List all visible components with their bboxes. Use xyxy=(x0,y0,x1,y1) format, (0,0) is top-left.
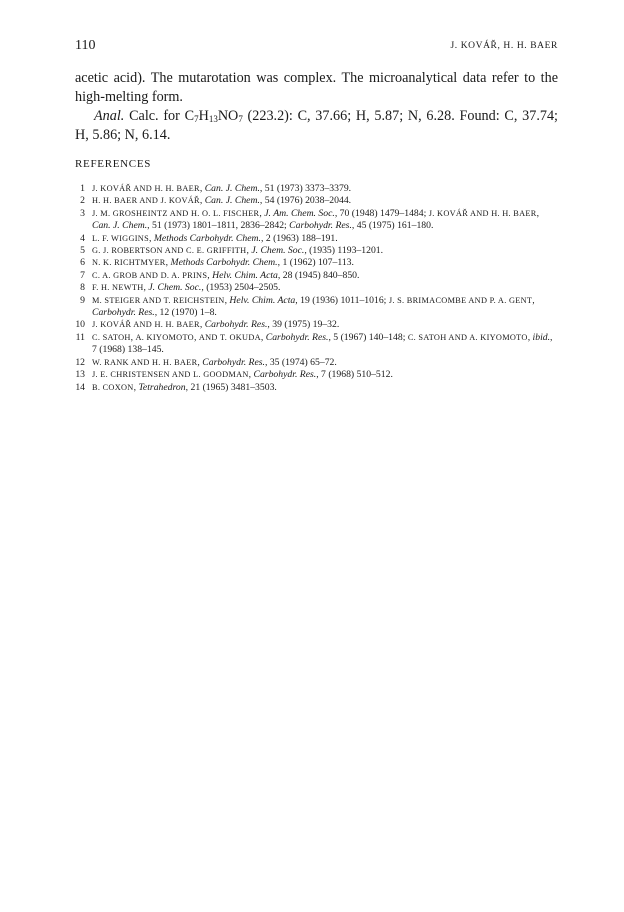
reference-author: M. STEIGER xyxy=(92,295,141,305)
reference-author: W. RANK xyxy=(92,357,129,367)
reference-text: , xyxy=(193,331,199,343)
reference-text: , 35 (1974) 65–72. xyxy=(264,356,337,368)
reference-journal: Can. J. Chem. xyxy=(204,195,260,207)
body-text xyxy=(75,69,558,145)
reference-journal: J. Am. Chem. Soc. xyxy=(264,207,335,219)
reference-author: A. KIYOMOTO xyxy=(469,332,528,342)
reference-item xyxy=(75,183,558,195)
reference-number: 10 xyxy=(75,319,85,331)
reference-journal: Methods Carbohydr. Chem. xyxy=(153,232,261,244)
reference-author: H. H. BAER xyxy=(154,184,200,193)
paragraph-mutarotation: acetic acid). The mutarotation was complex. The microanalytical data refer to the high-melting form. xyxy=(75,70,558,105)
reference-author: AND xyxy=(162,246,187,256)
hydrogen-symbol: H xyxy=(198,108,209,124)
reference-author: N. K. RICHTMYER xyxy=(92,258,166,268)
reference-item xyxy=(75,245,558,257)
reference-text: , 7 (1968) 138–145. xyxy=(92,331,553,356)
reference-text: , 12 (1970) 1–8. xyxy=(154,307,217,319)
reference-text: , xyxy=(248,369,254,381)
reference-text: , 1 (1962) 107–113. xyxy=(277,257,354,269)
reference-author: C. A. GROB xyxy=(92,270,138,280)
reference-number: 3 xyxy=(80,207,85,219)
reference-author: D. A. PRINS xyxy=(160,270,208,280)
analysis-values: (223.2): C, 37.66; H, 5.87; N, 6.28. Found: C, 37.74; H, 5.86; N, 6.14. xyxy=(75,108,558,143)
carbon-subscript: 7 xyxy=(194,114,199,124)
reference-author: J. E. CHRISTENSEN xyxy=(92,370,170,380)
reference-number: 7 xyxy=(80,269,85,281)
reference-text: , 19 (1936) 1011–1016; xyxy=(295,294,389,306)
reference-text: , xyxy=(133,381,139,393)
reference-text: , xyxy=(130,331,136,343)
reference-number: 6 xyxy=(80,257,85,269)
journal-page xyxy=(75,38,558,394)
reference-journal: Carbohydr. Res. xyxy=(202,356,265,368)
reference-author: A. KIYOMOTO xyxy=(135,332,194,342)
reference-author: H. O. L. FISCHER xyxy=(190,208,260,218)
reference-journal: Carbohydr. Res. xyxy=(253,369,317,381)
hydrogen-subscript: 13 xyxy=(208,114,218,124)
reference-author: C. E. GRIFFITH xyxy=(186,246,247,256)
reference-author: F. H. NEWTH xyxy=(92,283,144,293)
reference-author: T. OKUDA xyxy=(219,332,261,342)
reference-journal: ibid. xyxy=(532,331,551,343)
reference-author: H. H. BAER xyxy=(92,196,138,206)
reference-item xyxy=(75,295,558,320)
reference-number: 1 xyxy=(80,183,85,194)
reference-text: , xyxy=(259,207,265,219)
reference-author: P. A. GENT xyxy=(489,295,533,305)
reference-journal: J. Chem. Soc. xyxy=(148,282,202,294)
reference-author: AND xyxy=(167,208,191,218)
reference-journal: Carbohydr. Res. xyxy=(265,331,329,343)
reference-item xyxy=(75,233,558,245)
reference-text: , xyxy=(207,269,213,281)
reference-author: AND xyxy=(140,295,164,305)
reference-text: , xyxy=(149,232,154,244)
reference-author: AND xyxy=(128,357,152,367)
reference-author: J. KOVÁŘ xyxy=(92,184,132,193)
reference-text: , xyxy=(527,331,533,343)
reference-journal: Helv. Chim. Acta xyxy=(229,294,296,306)
reference-number: 4 xyxy=(80,232,85,244)
reference-author: AND xyxy=(131,320,155,330)
reference-number: 5 xyxy=(80,245,85,257)
nitrogen-oxygen-symbol: NO xyxy=(217,108,239,124)
reference-journal: Carbohydr. Res. xyxy=(204,319,268,331)
reference-text: , 45 (1975) 161–180. xyxy=(351,220,434,232)
reference-text: , xyxy=(532,294,535,306)
reference-author: C. SATOH xyxy=(407,332,447,342)
reference-author: C. SATOH xyxy=(92,332,131,342)
reference-list xyxy=(75,183,558,394)
reference-item xyxy=(75,208,558,233)
reference-author: AND xyxy=(446,332,470,342)
reference-author: B. COXON xyxy=(92,382,134,392)
reference-number: 13 xyxy=(75,369,85,381)
reference-journal: Can. J. Chem. xyxy=(204,183,260,194)
reference-author: AND xyxy=(131,184,155,193)
reference-text: , xyxy=(165,257,171,269)
reference-text: , xyxy=(199,319,205,331)
reference-author: H. H. BAER xyxy=(154,320,200,330)
reference-text: , 5 (1967) 140–148; xyxy=(328,331,408,343)
reference-author: J. KOVÁŘ xyxy=(160,196,200,206)
reference-number: 14 xyxy=(75,381,85,393)
reference-text: , xyxy=(260,331,266,343)
reference-number: 2 xyxy=(80,195,85,207)
paragraph-analysis xyxy=(75,107,558,145)
reference-text: , 51 (1973) 1801–1811, 2836–2842; xyxy=(147,220,290,232)
reference-item xyxy=(75,270,558,282)
reference-item xyxy=(75,369,558,381)
reference-text: , (1935) 1193–1201. xyxy=(304,245,384,257)
reference-author: L. F. WIGGINS xyxy=(92,233,150,243)
reference-item xyxy=(75,257,558,269)
running-head: J. KOVÁŘ, H. H. BAER xyxy=(450,41,558,51)
reference-text: , 54 (1976) 2038–2044. xyxy=(259,195,352,207)
reference-author: J. S. BRIMACOMBE xyxy=(388,295,467,305)
reference-text: , xyxy=(199,195,205,207)
reference-number: 8 xyxy=(80,282,85,294)
reference-author: J. M. GROSHEINTZ xyxy=(92,208,168,218)
reference-text: , xyxy=(197,356,203,368)
reference-text: , 21 (1965) 3481–3503. xyxy=(185,381,277,393)
reference-number: 12 xyxy=(75,356,85,368)
page-number: 110 xyxy=(75,38,96,53)
reference-text: , xyxy=(536,207,540,219)
page-header xyxy=(75,38,558,58)
reference-number: 9 xyxy=(80,294,85,306)
reference-journal: Helv. Chim. Acta xyxy=(212,269,278,281)
reference-author: AND xyxy=(466,295,490,305)
reference-author: AND xyxy=(137,196,161,206)
reference-text: , xyxy=(246,245,252,257)
reference-text: , xyxy=(199,183,205,194)
analysis-label: Anal. xyxy=(94,108,125,124)
reference-item xyxy=(75,382,558,394)
reference-journal: Tetrahedron xyxy=(138,381,186,393)
analysis-calc-text: Calc. for C xyxy=(124,108,195,124)
reference-text: , 70 (1948) 1479–1484; xyxy=(334,207,429,219)
reference-author: J. KOVÁŘ xyxy=(428,208,469,218)
references-heading: REFERENCES xyxy=(75,158,152,170)
reference-journal: Carbohydr. Res. xyxy=(92,307,155,319)
reference-author: AND xyxy=(169,370,194,380)
reference-author: T. REICHSTEIN xyxy=(163,295,225,305)
reference-number: 11 xyxy=(75,331,85,343)
reference-item xyxy=(75,282,558,294)
reference-journal: J. Chem. Soc. xyxy=(251,245,305,257)
reference-text: , 2 (1963) 188–191. xyxy=(260,232,338,244)
reference-author: AND xyxy=(137,270,161,280)
reference-text: , 51 (1973) 3373–3379. xyxy=(259,183,352,194)
reference-author: L. GOODMAN xyxy=(193,370,249,380)
reference-item xyxy=(75,319,558,331)
reference-journal: Carbohydr. Res. xyxy=(289,220,352,232)
reference-item xyxy=(75,332,558,357)
reference-item xyxy=(75,357,558,369)
reference-text: , xyxy=(224,294,230,306)
reference-author: H. H. BAER xyxy=(491,208,537,218)
reference-text: , (1953) 2504–2505. xyxy=(201,282,281,294)
reference-text: , xyxy=(143,282,149,294)
reference-author: G. J. ROBERTSON xyxy=(92,246,163,256)
reference-text: , 7 (1968) 510–512. xyxy=(316,369,393,381)
reference-author: AND xyxy=(468,208,492,218)
reference-journal: Can. J. Chem. xyxy=(92,220,148,232)
reference-author: H. H. BAER xyxy=(152,357,198,367)
reference-author: AND xyxy=(198,332,220,342)
reference-text: , 28 (1945) 840–850. xyxy=(277,269,360,281)
reference-text: , 39 (1975) 19–32. xyxy=(267,319,340,331)
reference-journal: Methods Carbohydr. Chem. xyxy=(170,257,278,269)
oxygen-subscript: 7 xyxy=(238,114,243,124)
reference-item xyxy=(75,195,558,207)
reference-author: J. KOVÁŘ xyxy=(92,320,132,330)
